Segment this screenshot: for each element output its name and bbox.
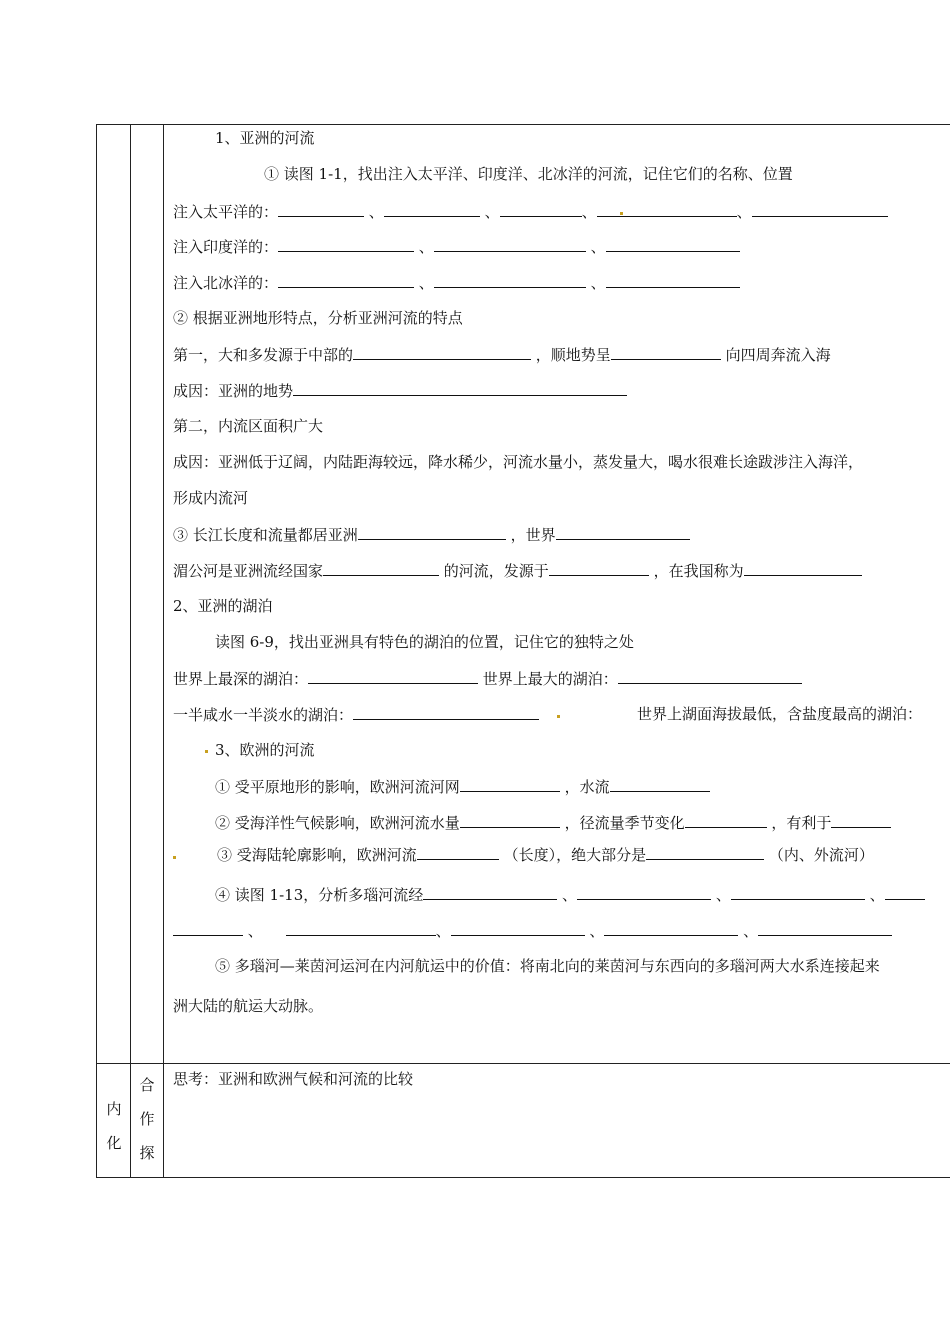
separator: 、 xyxy=(435,922,451,940)
separator: 、 xyxy=(368,203,384,221)
europe-q3-line xyxy=(217,844,874,865)
separator: 、 xyxy=(589,922,605,940)
lakes-line-1 xyxy=(173,668,802,689)
blank[interactable] xyxy=(451,920,585,936)
row-label-internalize: 内化 xyxy=(106,1100,122,1152)
blank[interactable] xyxy=(597,201,737,217)
blank[interactable] xyxy=(173,920,243,936)
blank[interactable] xyxy=(744,560,862,576)
row-label-cooperate: 合作探 xyxy=(139,1076,155,1162)
first-feature-text: 第一，大和多发源于中部的 xyxy=(173,346,354,364)
europe-q1-text: ① 受平原地形的影响，欧洲河流河网 xyxy=(215,778,460,796)
stray-mark xyxy=(620,212,623,215)
blank[interactable] xyxy=(610,776,710,792)
separator: 、 xyxy=(562,886,578,904)
blank[interactable] xyxy=(434,272,586,288)
separator: 、 xyxy=(869,886,885,904)
europe-q3-text: ③ 受海陆轮廓影响，欧洲河流 xyxy=(217,846,417,864)
canal-line-2: 洲大陆的航运大动脉。 xyxy=(173,997,324,1015)
europe-q3-text-3: （内、外流河） xyxy=(768,846,874,864)
canal-line-1: ⑤ 多瑙河—莱茵河运河在内河航运中的价值：将南北向的莱茵河与东西向的多瑙河两大水系连接起来 xyxy=(215,957,880,975)
blank[interactable] xyxy=(286,920,436,936)
mekong-text: 湄公河是亚洲流经国家 xyxy=(173,562,324,580)
europe-q1-line xyxy=(215,776,710,797)
first-feature-text-3: 向四周奔流入海 xyxy=(725,346,831,364)
section-3-title: 3、欧洲的河流 xyxy=(215,741,315,759)
separator: 、 xyxy=(736,203,752,221)
blank[interactable] xyxy=(556,524,690,540)
danube-text: ④ 读图 1-13，分析多瑙河流经 xyxy=(215,886,424,904)
yangtze-line xyxy=(173,524,690,545)
blank[interactable] xyxy=(278,236,414,252)
stray-mark xyxy=(205,750,208,753)
stray-mark xyxy=(557,715,560,718)
europe-q1-text-2: ，水流 xyxy=(564,778,610,796)
stray-mark xyxy=(173,856,176,859)
europe-q2-text-3: ，有利于 xyxy=(771,814,832,832)
separator: 、 xyxy=(418,238,434,256)
blank[interactable] xyxy=(434,236,586,252)
blank[interactable] xyxy=(358,524,506,540)
blank[interactable] xyxy=(885,884,925,900)
largest-lake-label: 世界上最大的湖泊： xyxy=(482,670,618,688)
cause-2-line-2: 形成内流河 xyxy=(173,489,249,507)
second-feature: 第二，内流区面积广大 xyxy=(173,417,324,435)
mekong-text-3: ，在我国称为 xyxy=(653,562,744,580)
column-divider-2 xyxy=(163,124,164,1177)
blank[interactable] xyxy=(606,272,740,288)
arctic-label: 注入北冰洋的： xyxy=(173,274,279,292)
first-feature-line xyxy=(173,344,831,365)
separator: 、 xyxy=(484,203,500,221)
blank[interactable] xyxy=(423,884,557,900)
first-feature-text-2: ，顺地势呈 xyxy=(535,346,611,364)
blank[interactable] xyxy=(417,844,499,860)
blank[interactable] xyxy=(460,776,560,792)
blank[interactable] xyxy=(606,236,740,252)
blank[interactable] xyxy=(731,884,865,900)
blank[interactable] xyxy=(323,560,439,576)
blank[interactable] xyxy=(278,272,414,288)
deepest-lake-label: 世界上最深的湖泊： xyxy=(173,670,309,688)
yangtze-text-2: ，世界 xyxy=(510,526,556,544)
europe-q2-text: ② 受海洋性气候影响，欧洲河流水量 xyxy=(215,814,460,832)
blank[interactable] xyxy=(618,668,802,684)
separator: 、 xyxy=(247,922,263,940)
arctic-rivers-line xyxy=(173,272,740,293)
s1-question-1: ① 读图 1-1，找出注入太平洋、印度洋、北冰洋的河流，记住它们的名称、位置 xyxy=(264,165,793,183)
mekong-line xyxy=(173,560,862,581)
pacific-rivers-line xyxy=(173,201,888,222)
cause-1-text: 成因：亚洲的地势 xyxy=(173,382,294,400)
blank[interactable] xyxy=(293,380,627,396)
blank[interactable] xyxy=(604,920,738,936)
blank[interactable] xyxy=(752,201,888,217)
column-divider-1 xyxy=(130,124,131,1177)
yangtze-text: ③ 长江长度和流量都居亚洲 xyxy=(173,526,358,544)
blank[interactable] xyxy=(278,201,364,217)
separator: 、 xyxy=(590,238,606,256)
section-2-title: 2、亚洲的湖泊 xyxy=(173,597,273,615)
separator: 、 xyxy=(743,922,759,940)
indian-rivers-line xyxy=(173,236,740,257)
blank[interactable] xyxy=(500,201,582,217)
s1-question-2: ② 根据亚洲地形特点，分析亚洲河流的特点 xyxy=(173,309,463,327)
lowest-lake-label: 世界上湖面海拔最低，含盐度最高的湖泊： xyxy=(637,705,923,723)
think-prompt: 思考：亚洲和欧洲气候和河流的比较 xyxy=(173,1070,414,1088)
row-divider xyxy=(96,1063,950,1064)
blank[interactable] xyxy=(353,344,531,360)
lakes-line-2 xyxy=(173,704,539,725)
blank[interactable] xyxy=(577,884,711,900)
separator: 、 xyxy=(715,886,731,904)
s2-question: 读图 6-9，找出亚洲具有特色的湖泊的位置，记住它的独特之处 xyxy=(215,633,634,651)
danube-line-1 xyxy=(215,884,950,905)
pacific-label: 注入太平洋的： xyxy=(173,203,279,221)
blank[interactable] xyxy=(646,844,764,860)
cause-1-line xyxy=(173,380,627,401)
separator: 、 xyxy=(590,274,606,292)
cause-2-line-1: 成因：亚洲低于辽阔，内陆距海较远，降水稀少，河流水量小，蒸发量大，喝水很难长途跋涉注入海洋， xyxy=(173,453,864,471)
blank[interactable] xyxy=(549,560,649,576)
danube-line-2 xyxy=(173,920,892,941)
half-salt-lake-label: 一半咸水一半淡水的湖泊： xyxy=(173,706,354,724)
section-1-title: 1、亚洲的河流 xyxy=(215,129,315,147)
europe-q3-text-2: （长度），绝大部分是 xyxy=(503,846,647,864)
blank[interactable] xyxy=(353,704,539,720)
blank[interactable] xyxy=(685,812,767,828)
blank[interactable] xyxy=(460,812,560,828)
europe-q2-line xyxy=(215,812,950,833)
europe-q2-text-2: ，径流量季节变化 xyxy=(564,814,685,832)
separator: 、 xyxy=(418,274,434,292)
blank[interactable] xyxy=(384,201,480,217)
blank[interactable] xyxy=(308,668,478,684)
blank[interactable] xyxy=(758,920,892,936)
mekong-text-2: 的河流，发源于 xyxy=(443,562,549,580)
indian-label: 注入印度洋的： xyxy=(173,238,279,256)
blank[interactable] xyxy=(831,812,891,828)
separator: 、 xyxy=(581,203,597,221)
blank[interactable] xyxy=(611,344,721,360)
